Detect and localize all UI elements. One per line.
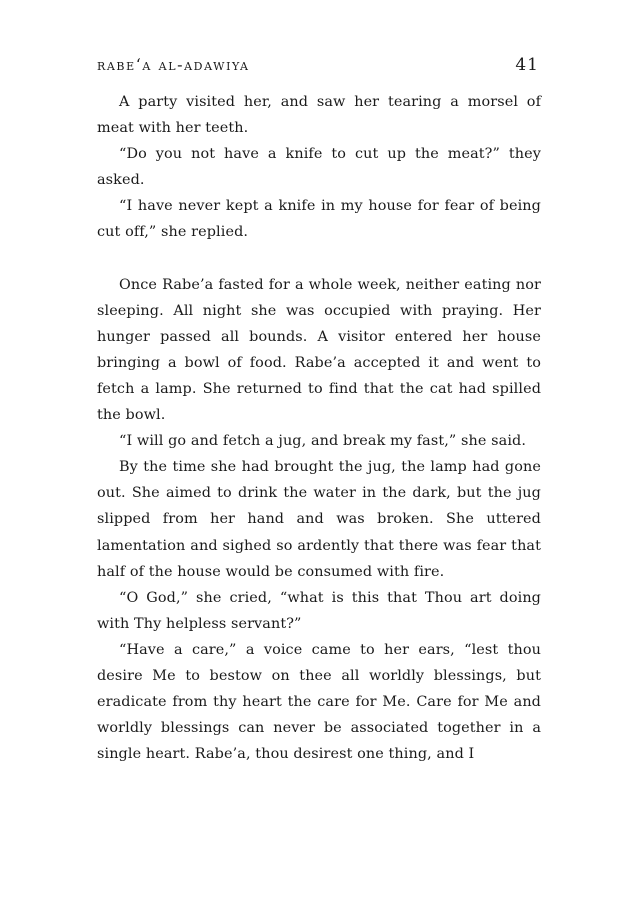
paragraph: Once Rabe’a fasted for a whole week, neither eating nor sleeping. All night she was occupied with praying. Her hunger passed all bounds. A visitor entered her house bringing a bowl of food. Rabe’a accepted it and went to fetch a lamp. She returned to find that the cat had spilled the bowl. bbox=[97, 276, 541, 424]
running-header bbox=[97, 55, 541, 89]
paragraph: By the time she had brought the jug, the lamp had gone out. She aimed to drink the water in the dark, but the jug slipped from her hand and was broken. She uttered lamentation and sighed so ardently that there was fear that half of the house would be consumed with fire. bbox=[97, 459, 541, 580]
paragraph: “I will go and fetch a jug, and break my fast,” she said. bbox=[119, 433, 527, 450]
page-number: 41 bbox=[515, 55, 539, 75]
paragraph: “Have a care,” a voice came to her ears, “lest thou desire Me to bestow on thee all worldly blessings, but eradicate from thy heart the care for Me. Care for Me and worldly blessings can never be associated together in a single heart. Rabe’a, thou desirest one thing, and I bbox=[97, 641, 541, 763]
body-text bbox=[97, 89, 541, 767]
paragraph: “Do you not have a knife to cut up the meat?” they asked. bbox=[97, 146, 541, 189]
running-title: rabe‘a al-adawiya bbox=[97, 55, 250, 74]
paragraph: “O God,” she cried, “what is this that Thou art doing with Thy helpless servant?” bbox=[97, 589, 541, 632]
book-page bbox=[97, 55, 541, 767]
paragraph: “I have never kept a knife in my house for fear of being cut off,” she replied. bbox=[97, 198, 541, 241]
paragraph: A party visited her, and saw her tearing a morsel of meat with her teeth. bbox=[97, 94, 541, 137]
